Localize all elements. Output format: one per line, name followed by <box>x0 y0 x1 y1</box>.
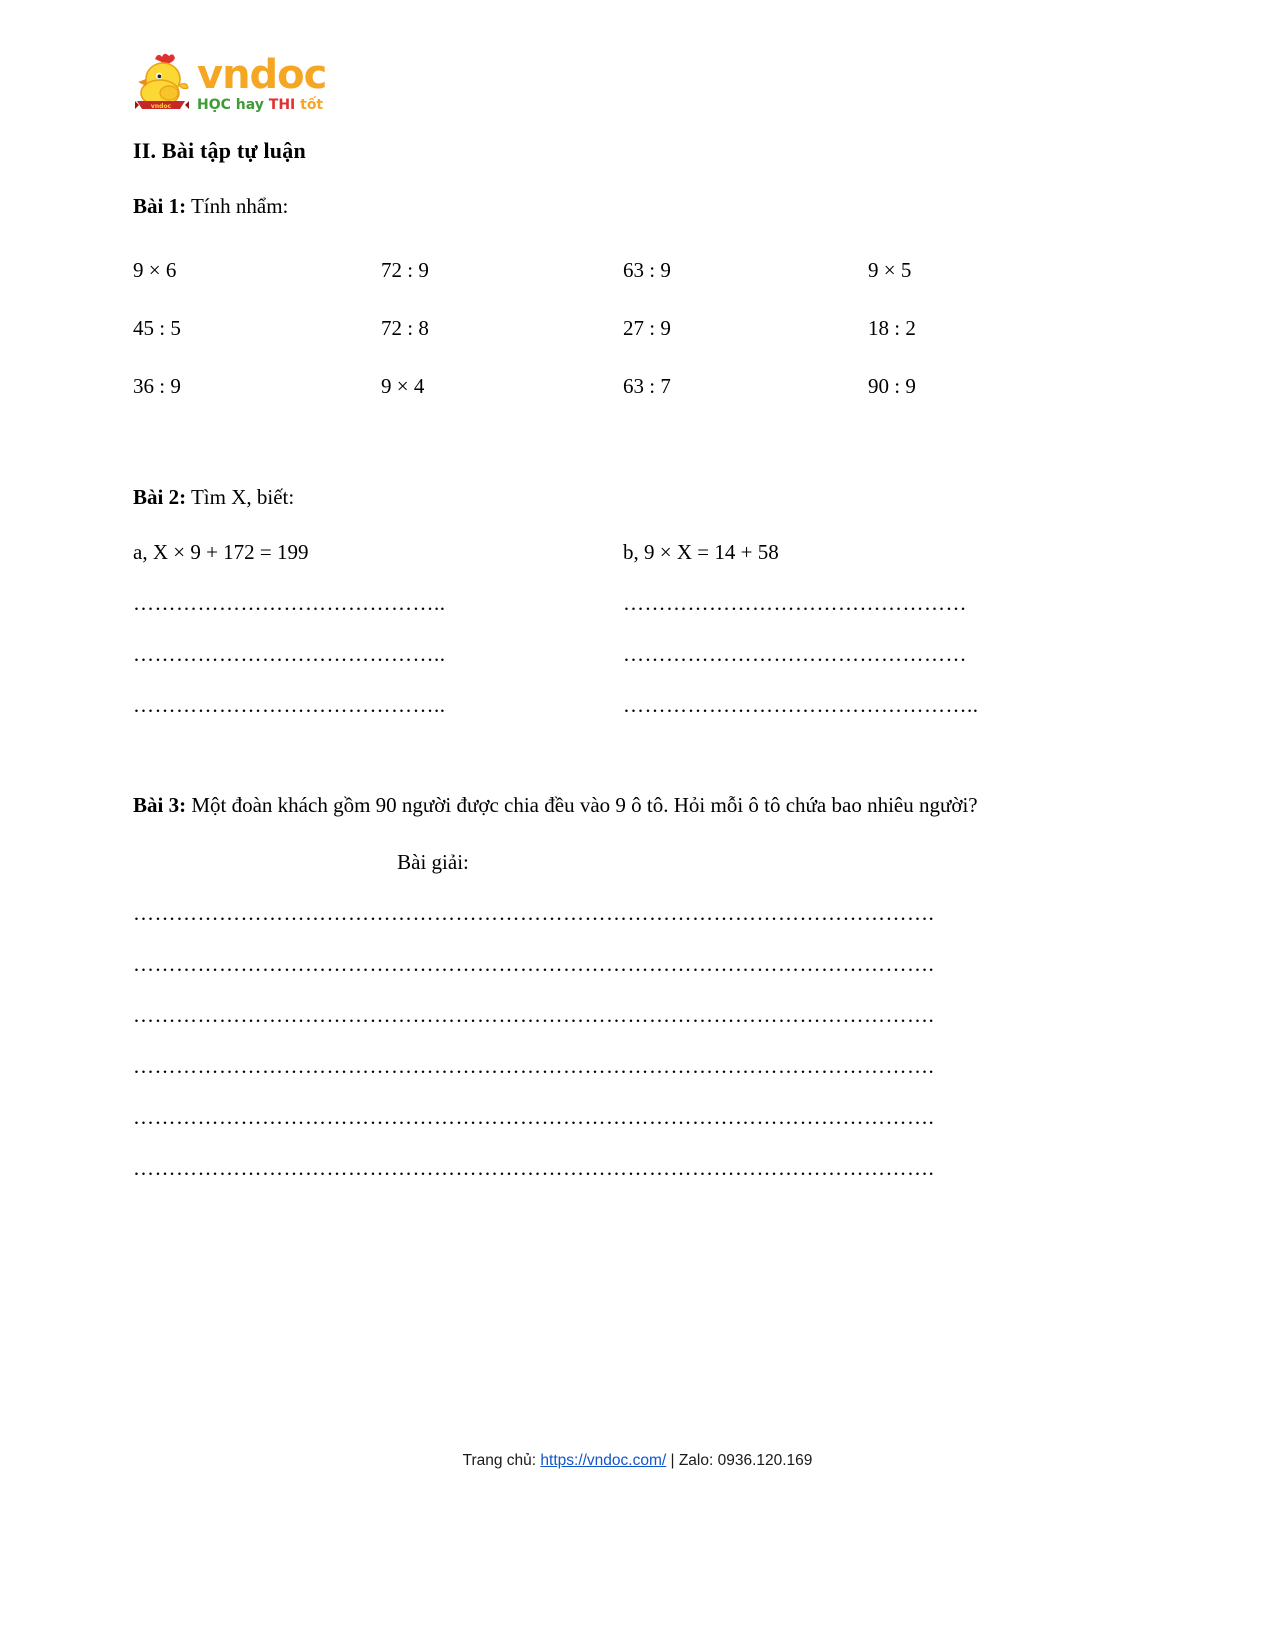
calc-cell: 18 : 2 <box>868 315 916 340</box>
answer-line[interactable]: …………………………………….. <box>133 693 446 717</box>
tagline-tot: tốt <box>300 96 324 113</box>
answer-line[interactable]: ………………………………………… <box>623 591 967 615</box>
page-footer <box>0 1452 1275 1470</box>
answer-line[interactable]: …………………………………………………………………………………………………. <box>133 901 935 925</box>
tagline-thi: THI <box>268 96 296 113</box>
calc-cell: 9 × 5 <box>868 257 912 282</box>
calc-cell: 9 × 4 <box>381 373 425 398</box>
spacer <box>133 415 1093 455</box>
document-content <box>133 48 1093 1181</box>
bai2-label: Bài 2: <box>133 485 187 509</box>
calc-cell: 90 : 9 <box>868 373 916 398</box>
calc-cell: 72 : 9 <box>381 257 429 282</box>
calc-cell: 27 : 9 <box>623 315 671 340</box>
answer-line[interactable]: …………………………………….. <box>133 642 446 666</box>
answer-line[interactable]: …………………………………………………………………………………………………. <box>133 952 935 976</box>
answer-line[interactable]: …………………………………………………………………………………………………. <box>133 1105 935 1129</box>
calc-row <box>133 299 933 357</box>
logo-text-block <box>197 51 327 114</box>
bai2-answer-row[interactable] <box>133 642 1093 667</box>
bai2-heading <box>133 485 1093 510</box>
bai2-answer-row[interactable] <box>133 693 1093 718</box>
equation-b: b, 9 × X = 14 + 58 <box>623 540 779 564</box>
equation-a: a, X × 9 + 172 = 199 <box>133 540 309 564</box>
calc-cell: 36 : 9 <box>133 373 181 398</box>
bai1-label: Bài 1: <box>133 194 187 218</box>
footer-suffix: | Zalo: 0936.120.169 <box>666 1452 813 1469</box>
calc-cell: 45 : 5 <box>133 315 181 340</box>
bai3-problem <box>133 786 1091 824</box>
calc-row <box>133 357 933 415</box>
bai1-heading <box>133 194 1093 219</box>
footer-homepage-link[interactable]: https://vndoc.com/ <box>540 1452 667 1469</box>
answer-line[interactable]: ………………………………………….. <box>623 693 979 717</box>
answer-line[interactable]: …………………………………………………………………………………………………. <box>133 1156 935 1180</box>
logo-wordmark: vndoc <box>197 51 327 98</box>
svg-text:vndoc: vndoc <box>150 103 172 110</box>
bai3-prompt: Một đoàn khách gồm 90 người được chia đều vào 9 ô tô. Hỏi mỗi ô tô chứa bao nhiêu người? <box>191 793 978 817</box>
answer-line[interactable]: …………………………………….. <box>133 591 446 615</box>
bai1-prompt: Tính nhẩm: <box>190 194 289 218</box>
section-title: II. Bài tập tự luận <box>133 138 306 163</box>
answer-line[interactable]: …………………………………………………………………………………………………. <box>133 1054 935 1078</box>
bai3-label: Bài 3: <box>133 793 187 817</box>
footer-prefix: Trang chủ: <box>462 1452 541 1469</box>
bai3-solution-heading: Bài giải: <box>397 850 469 874</box>
bai2-equation-row <box>133 540 1093 565</box>
calc-cell: 9 × 6 <box>133 257 177 282</box>
spacer <box>133 718 1093 758</box>
tagline-hoc: HỌC <box>197 96 231 113</box>
calc-cell: 63 : 9 <box>623 257 671 282</box>
calc-cell: 72 : 8 <box>381 315 429 340</box>
vndoc-logo[interactable] <box>133 48 1093 120</box>
calc-cell: 63 : 7 <box>623 373 671 398</box>
logo-tagline <box>197 97 326 114</box>
bai1-calculation-grid <box>133 241 933 415</box>
answer-line[interactable]: ………………………………………… <box>623 642 967 666</box>
bai2-prompt: Tìm X, biết: <box>190 485 295 509</box>
tagline-hay: hay <box>235 96 264 113</box>
chick-mascot-icon <box>133 51 191 117</box>
calc-row <box>133 241 933 299</box>
answer-line[interactable]: …………………………………………………………………………………………………. <box>133 1003 935 1027</box>
bai2-answer-row[interactable] <box>133 591 1093 616</box>
